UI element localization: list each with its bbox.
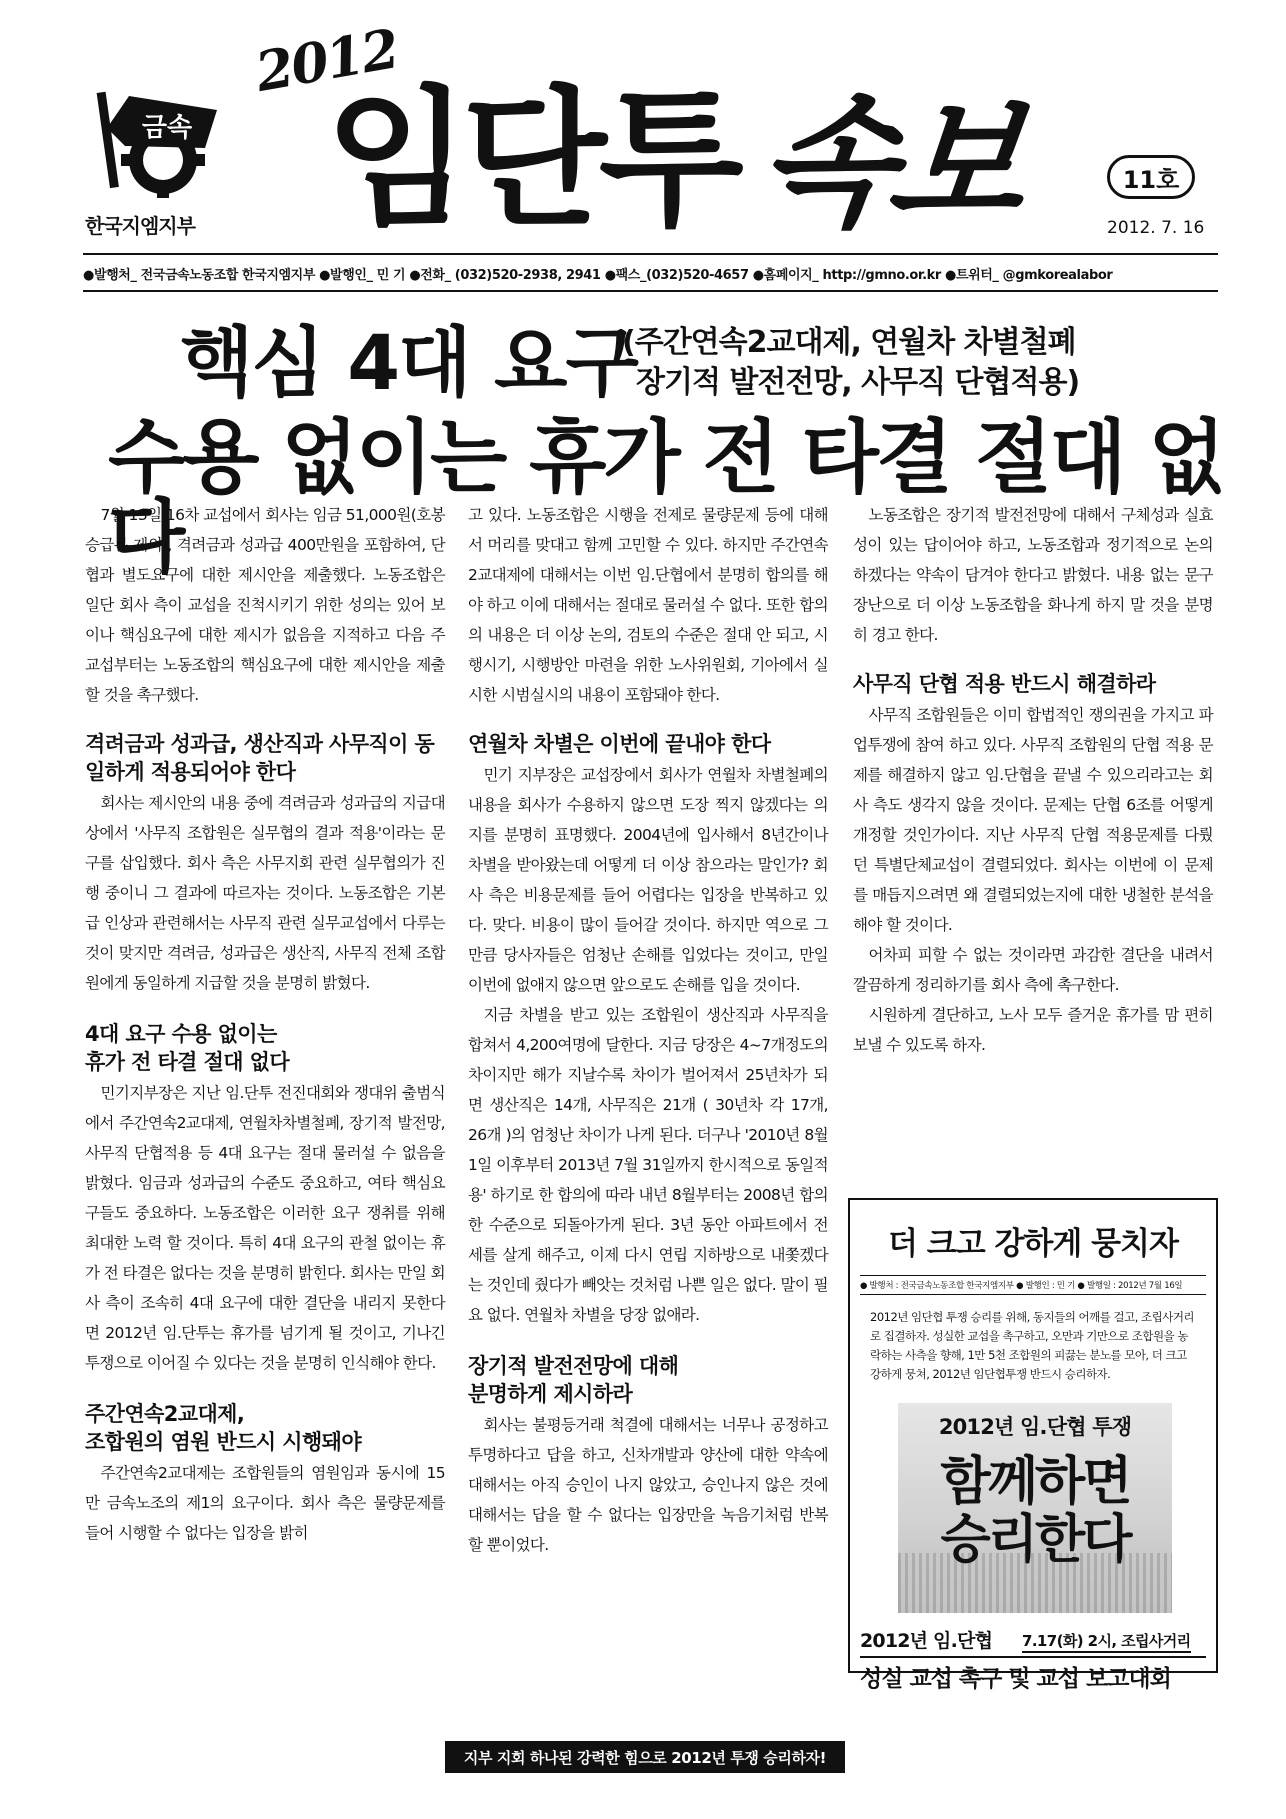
section-heading-demands bbox=[85, 1020, 445, 1076]
paragraph-office-2: 어차피 피할 수 없는 것이라면 과감한 결단을 내려서 깔끔하게 정리하기를 회사 측에 촉구한다. bbox=[853, 946, 1213, 994]
paragraph-two-shift: 주간연속2교대제는 조합원들의 염원임과 동시에 15만 금속노조의 제1의 요구이다. 회사 측은 물량문제를 들어 시행할 수 없다는 입장을 밝히 bbox=[85, 1464, 445, 1542]
rally-poster bbox=[898, 1403, 1172, 1613]
union-logo bbox=[85, 88, 235, 198]
section-heading-outlook-line1: 장기적 발전전망에 대해 bbox=[468, 1354, 679, 1378]
footer-slogan: 지부 지회 하나된 강력한 힘으로 2012년 투쟁 승리하자! bbox=[445, 1741, 845, 1773]
section-heading-bonus: 격려금과 성과급, 생산직과 사무직이 동일하게 적용되어야 한다 bbox=[85, 732, 435, 784]
rally-notice-box bbox=[848, 1198, 1218, 1692]
event-title: 성실 교섭 촉구 및 교섭 보고대회 bbox=[860, 1656, 1206, 1693]
article-column-1 bbox=[85, 500, 445, 1548]
rally-notice-body: 2012년 임단협 투쟁 승리를 위해, 동지들의 어깨를 걸고, 조립사거리로 집결하자. 성실한 교섭을 촉구하고, 오만과 기만으로 조합원을 농락하는 사측을 향해, 1만 5천 조합원의 피끓는 분노를 모아, 더 크고 강하게 뭉쳐, 2012년 임단협투쟁 반드시 승리하자. bbox=[870, 1310, 1195, 1381]
section-heading-demands-line2: 휴가 전 타결 절대 없다 bbox=[85, 1050, 290, 1074]
paragraph-leave-1: 민기 지부장은 교섭장에서 회사가 연월차 차별철폐의 내용을 회사가 수용하지 않으면 도장 찍지 않겠다는 의지를 분명히 표명했다. 2004년에 입사해서 8년간이나 차별을 받아왔는데 어떻게 더 이상 참으라는 말인가? 회사 측은 비용문제를 들어 어렵다는 입장을 반복하고 있다. 맞다. 비용이 많이 들어갈 것이다. 하지만 역으로 그만큼 당사자들은 엄청난 손해를 입었다는 것이고, 만일 이번에 없애지 않으면 앞으로도 손해를 입을 것이다. bbox=[468, 766, 828, 994]
intro-paragraph: 7월 13일 16차 교섭에서 회사는 임금 51,000원(호봉 승급분 제외), 격려금과 성과급 400만원을 포함하여, 단협과 별도요구에 대한 제시안을 제출했다. 노동조합은 일단 회사 측이 교섭을 진척시키기 위한 성의는 있어 보이나 핵심요구에 대한 제시가 없음을 지적하고 다음 주 교섭부터는 노동조합의 핵심요구에 대한 제시안을 제출할 것을 촉구했다. bbox=[85, 506, 445, 704]
issue-date: 2012. 7. 16 bbox=[1107, 218, 1205, 238]
publisher-info-bar: ●발행처_ 전국금속노동조합 한국지엠지부 ●발행인_ 민 기 ●전화_ (032)520-2938, 2941 ●팩스_(032)520-4657 ●홈페이지_ http://gmno.or.kr ●트위터_ @gmkorealabor bbox=[83, 253, 1218, 292]
masthead-title: 임단투 bbox=[325, 73, 736, 247]
paragraph-leave-2: 지금 차별을 받고 있는 조합원이 생산직과 사무직을 합쳐서 4,200여명에 달한다. 지금 당장은 4~7개정도의 차이지만 해가 지날수록 차이가 벌어져서 25년차가 되면 생산직은 14개, 사무직은 21개 ( 30년차 각 17개, 26개 )의 엄청난 차이가 나게 된다. 더구나 '2010년 8월 1일 이후부터 2013년 7월 31일까지 한시적으로 동일적용' 하기로 한 합의에 따라 내년 8월부터는 2008년 합의 한 수준으로 되돌아가게 된다. 3년 동안 아파트에서 전세를 살게 해주고, 이제 다시 연립 지하방으로 내쫓겠다는 것인데 줬다가 빼앗는 것처럼 나쁜 일은 없다. 말이 필요 없다. 연월차 차별을 당장 없애라. bbox=[468, 1006, 828, 1324]
paragraph-outlook-cont: 노동조합은 장기적 발전전망에 대해서 구체성과 실효성이 있는 답이어야 하고, 노동조합과 정기적으로 논의하겠다는 약속이 담겨야 한다고 밝혔다. 내용 없는 문구장난으로 더 이상 노동조합을 화나게 하지 말 것을 분명히 경고 한다. bbox=[853, 506, 1213, 644]
article-column-3 bbox=[853, 500, 1213, 1060]
rally-notice-title: 더 크고 강하게 뭉치자 bbox=[888, 1226, 1178, 1262]
logo-text: 금속 bbox=[141, 113, 193, 143]
article-column-2 bbox=[468, 500, 828, 1560]
rally-notice-publisher: ● 발행처 : 전국금속노동조합 한국지엠지부 ● 발행인 : 민 기 ● 발행일 : 2012년 7월 16일 bbox=[860, 1275, 1206, 1295]
event-name: 2012년 임.단협 bbox=[860, 1630, 993, 1652]
event-time: 7.17(화) 2시, 조립사거리 bbox=[1022, 1630, 1191, 1653]
section-heading-office: 사무직 단협 적용 반드시 해결하라 bbox=[853, 672, 1156, 696]
paragraph-bonus: 회사는 제시안의 내용 중에 격려금과 성과급의 지급대상에서 '사무직 조합원은 실무협의 결과 적용'이라는 문구를 삽입했다. 회사 측은 사무지회 관련 실무협의가 진행 중이니 그 결과에 따르자는 것이다. 노동조합은 기본급 인상과 관련해서는 사무직 관련 실무교섭에서 다루는 것이 맞지만 격려금, 성과급은 생산직, 사무직 전체 조합원에게 동일하게 지급할 것을 분명히 밝혔다. bbox=[85, 794, 445, 992]
paragraph-two-shift-cont: 고 있다. 노동조합은 시행을 전제로 물량문제 등에 대해서 머리를 맞대고 함께 고민할 수 있다. 하지만 주간연속2교대제에 대해서는 이번 임.단협에서 분명히 합의를 해야 하고 이에 대해서는 절대로 물러설 수 없다. 또한 합의의 내용은 더 이상 논의, 검토의 수준은 절대 안 되고, 시행시기, 시행방안 마련을 위한 노사위원회, 기아에서 실시한 시범실시의 내용이 포함돼야 한다. bbox=[468, 506, 828, 704]
year-label: 2012 bbox=[250, 16, 403, 104]
issue-badge: 11호 bbox=[1107, 155, 1195, 199]
headline-primary: 핵심 4대 요구 bbox=[180, 318, 637, 407]
paragraph-office-3: 시원하게 결단하고, 노사 모두 즐거운 휴가를 맘 편히 보낼 수 있도록 하자. bbox=[853, 1006, 1213, 1054]
paragraph-office-1: 사무직 조합원들은 이미 합법적인 쟁의권을 가지고 파업투쟁에 참여 하고 있다. 사무직 조합원의 단협 적용 문제를 해결하지 않고 임.단협을 끝낼 수 있으리라고는 회사 측도 생각지 않을 것이다. 문제는 단협 6조를 어떻게 개정할 것인가이다. 지난 사무직 단협 적용문제를 다뤘던 특별단체교섭이 결렬되었다. 회사는 이번에 이 문제를 매듭지으려면 왜 결렬되었는지에 대한 냉철한 분석을 해야 할 것이다. bbox=[853, 706, 1213, 934]
section-heading-outlook-line2: 분명하게 제시하라 bbox=[468, 1382, 633, 1406]
poster-heading: 2012년 임.단협 투쟁 bbox=[938, 1415, 1132, 1439]
paragraph-outlook: 회사는 불평등거래 척결에 대해서는 너무나 공정하고 투명하다고 답을 하고, 신차개발과 양산에 대한 약속에 대해서는 아직 승인이 나지 않았고, 승인나지 않은 것에 대해서는 답을 할 수 없다는 입장만을 녹음기처럼 반복할 뿐이었다. bbox=[468, 1416, 828, 1554]
headline-parenthetical-line1: (주간연속2교대제, 연월차 차별철폐 bbox=[622, 325, 1076, 360]
headline-parenthetical-line2: 장기적 발전전망, 사무직 단협적용) bbox=[636, 365, 1080, 400]
headline-parenthetical bbox=[622, 323, 1079, 403]
section-heading-demands-line1: 4대 요구 수용 없이는 bbox=[85, 1022, 277, 1046]
poster-slogan-line2: 승리한다 bbox=[940, 1510, 1130, 1570]
section-heading-leave: 연월차 차별은 이번에 끝내야 한다 bbox=[468, 732, 771, 756]
headline-secondary: 수용 없이는 휴가 전 타결 절대 없다 bbox=[108, 411, 1223, 584]
section-heading-two-shift bbox=[85, 1400, 445, 1456]
section-heading-outlook bbox=[468, 1352, 828, 1408]
section-heading-two-shift-line1: 주간연속2교대제, bbox=[85, 1402, 245, 1426]
org-name: 한국지엠지부 bbox=[85, 214, 195, 238]
section-heading-two-shift-line2: 조합원의 염원 반드시 시행돼야 bbox=[85, 1430, 362, 1454]
masthead-subtitle: 속보 bbox=[751, 83, 1028, 246]
poster-slogan bbox=[898, 1453, 1172, 1569]
paragraph-demands: 민기지부장은 지난 임.단투 전진대회와 쟁대위 출범식에서 주간연속2교대제, 연월차차별철폐, 장기적 발전망, 사무직 단협적용 등 4대 요구는 절대 물러설 수 없음을 밝혔다. 임금과 성과급의 수준도 중요하고, 여타 핵심요구들도 중요하다. 노동조합은 이러한 요구 쟁취를 위해 최대한 노력 할 것이다. 특히 4대 요구의 관철 없이는 휴가 전 타결은 없다는 것을 분명히 밝힌다. 회사는 만일 회사 측이 조속히 4대 요구에 대한 결단을 내리지 못한다면 2012년 임.단투는 휴가를 넘기게 될 것이고, 기나긴 투쟁으로 이어질 수 있다는 것을 분명히 인식해야 한다. bbox=[85, 1084, 445, 1372]
poster-slogan-line1: 함께하면 bbox=[940, 1452, 1130, 1512]
